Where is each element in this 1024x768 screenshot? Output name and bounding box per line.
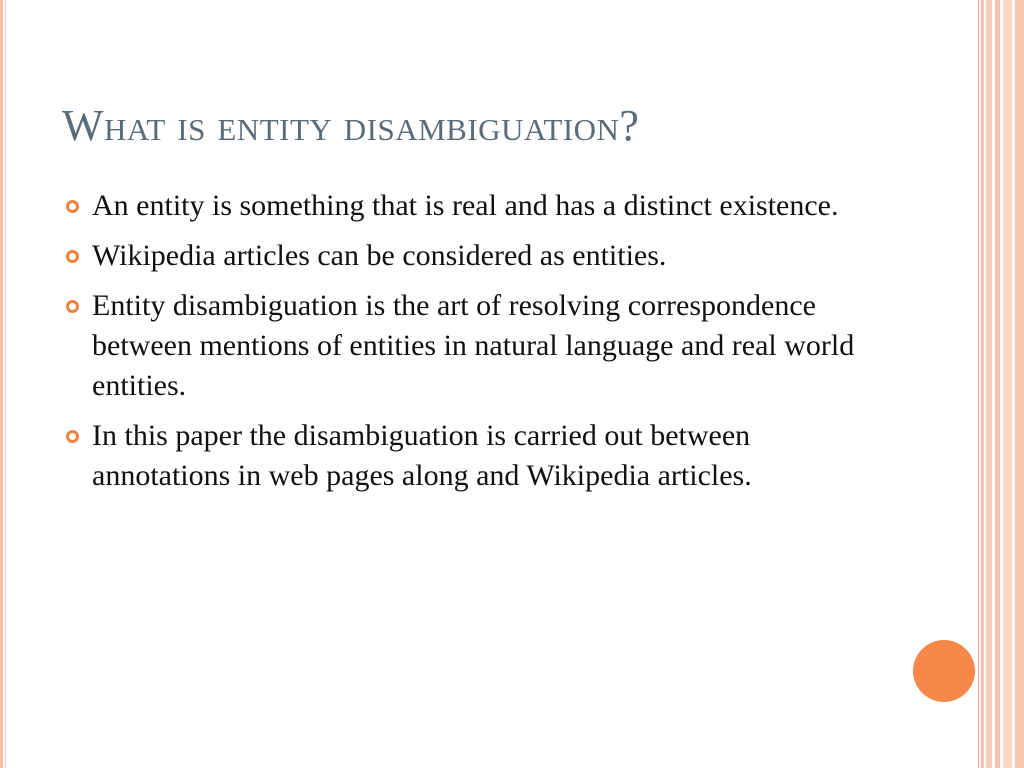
- bullet-text: An entity is something that is real and has a distinct existence.: [92, 189, 839, 222]
- bullet-circle-icon: [66, 430, 79, 443]
- bullet-text: Entity disambiguation is the art of resolving correspondence between mentions of entities in natural language and real world entities.: [92, 289, 855, 402]
- bullet-list: [64, 186, 864, 506]
- slide-title: What is entity disambiguation?: [62, 101, 640, 150]
- bullet-circle-icon: [66, 200, 79, 213]
- bullet-item: [64, 186, 864, 226]
- bullet-text: Wikipedia articles can be considered as entities.: [92, 239, 667, 272]
- bullet-circle-icon: [66, 300, 79, 313]
- right-decorative-stripe: [995, 0, 1000, 768]
- bullet-item: [64, 236, 864, 276]
- right-decorative-stripe: [978, 0, 979, 768]
- right-decorative-stripe: [1003, 0, 1012, 768]
- right-decorative-stripe: [1015, 0, 1024, 768]
- left-border-line-inner: [5, 0, 6, 768]
- bullet-text: In this paper the disambiguation is carried out between annotations in web pages along and Wikipedia articles.: [92, 419, 752, 492]
- left-border-line: [0, 0, 3, 768]
- right-decorative-stripe: [986, 0, 992, 768]
- right-decorative-stripe: [981, 0, 984, 768]
- bullet-item: [64, 416, 864, 496]
- accent-circle-icon: [913, 640, 975, 702]
- bullet-circle-icon: [66, 250, 79, 263]
- bullet-item: [64, 286, 864, 406]
